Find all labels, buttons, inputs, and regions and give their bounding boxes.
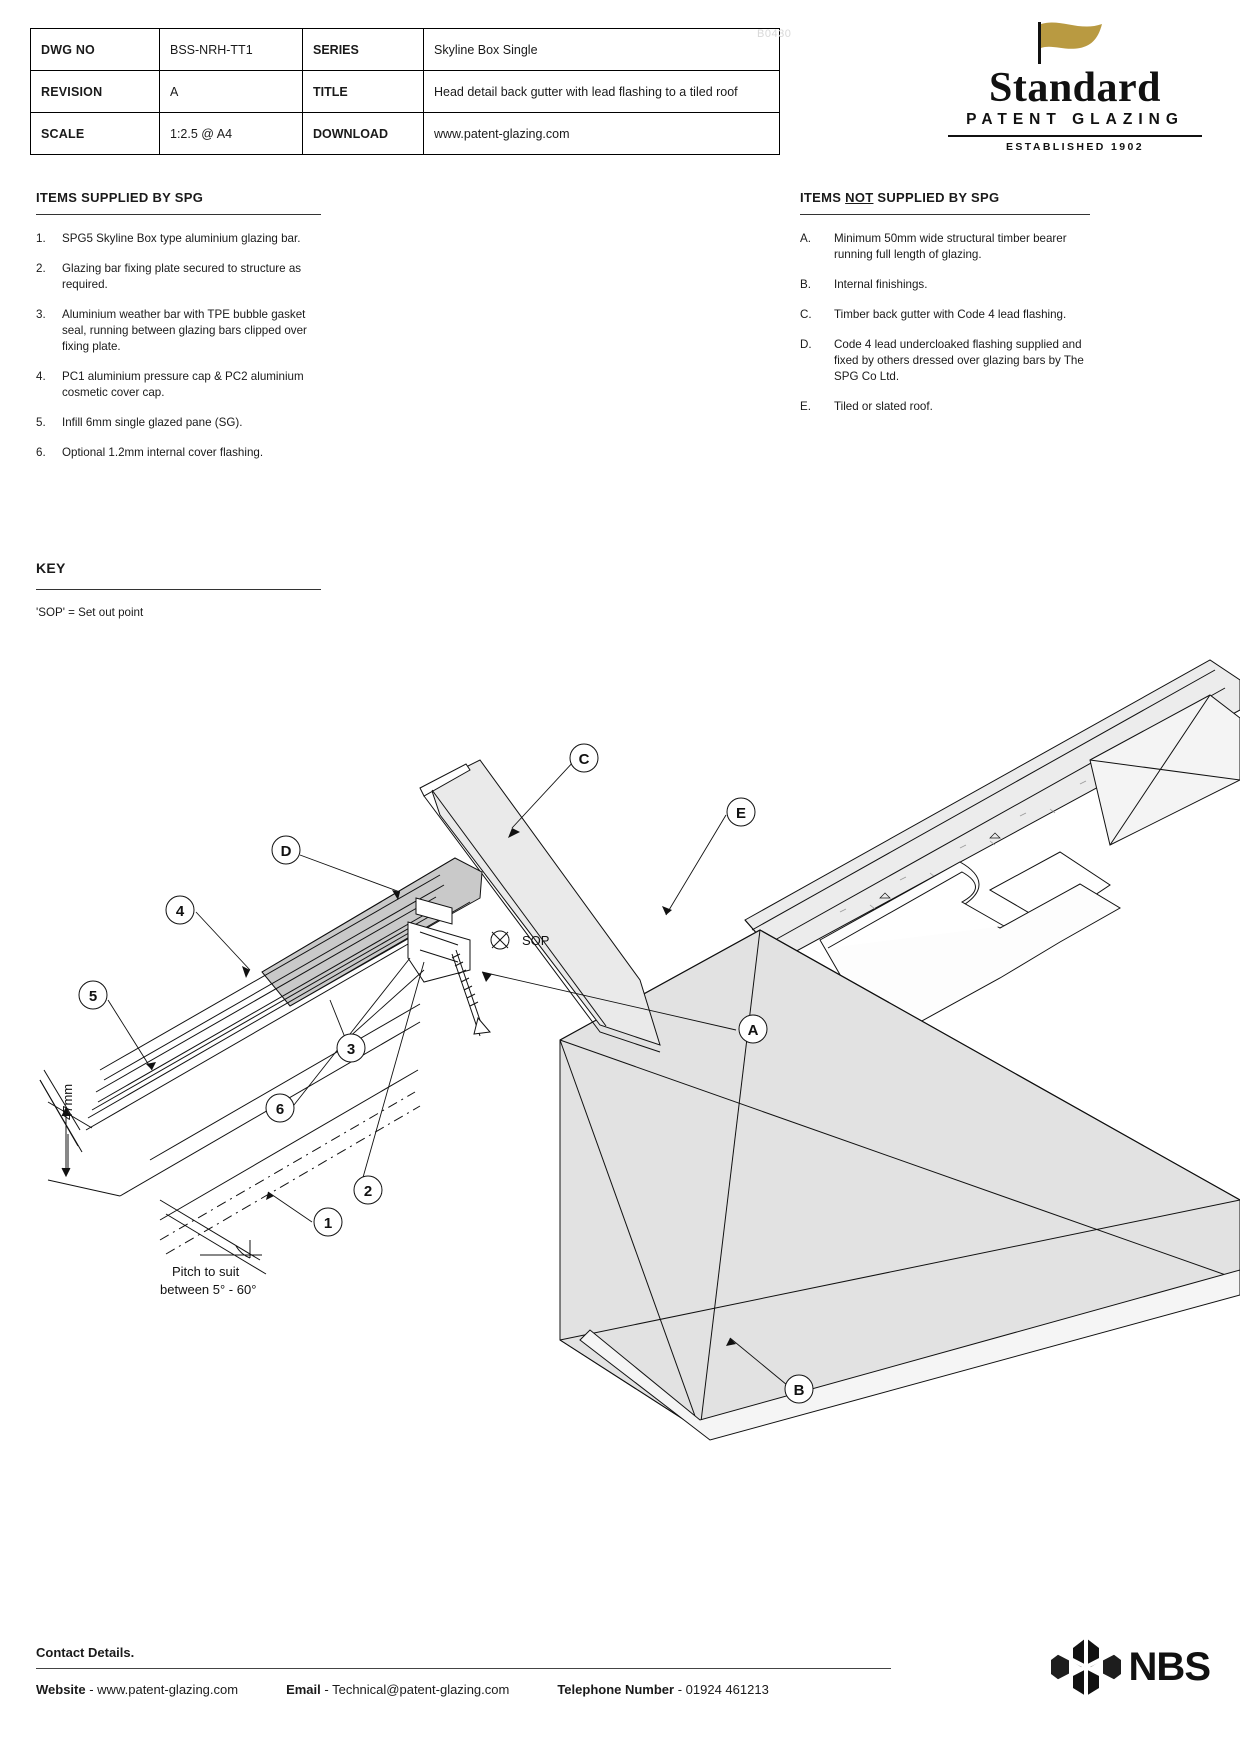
callout-5 [79, 981, 107, 1009]
phone-value: 01924 461213 [685, 1682, 769, 1697]
phone-sep: - [674, 1682, 686, 1697]
heading-post: SUPPLIED BY SPG [873, 190, 1000, 205]
item-number: 4. [36, 370, 46, 383]
item-number: 2. [36, 262, 46, 275]
item-number: 5. [36, 416, 46, 429]
items-supplied-block [36, 190, 321, 475]
list-item [800, 277, 1090, 293]
fixing-plate [408, 898, 470, 982]
list-item [800, 337, 1090, 385]
title-block [30, 28, 780, 155]
email-value[interactable]: Technical@patent-glazing.com [332, 1682, 510, 1697]
logo-divider [948, 135, 1202, 137]
item-text: Tiled or slated roof. [834, 400, 933, 413]
nbs-logo [1051, 1632, 1210, 1702]
email-label: Email [286, 1682, 321, 1697]
key-block [36, 560, 321, 619]
series-label: SERIES [303, 29, 424, 71]
list-item [800, 307, 1090, 323]
flag-icon [940, 18, 1210, 66]
svg-text:6: 6 [275, 1101, 285, 1118]
callout-E [727, 798, 755, 826]
phone-label: Telephone Number [557, 1682, 675, 1697]
svg-text:2: 2 [363, 1183, 373, 1200]
download-label: DOWNLOAD [303, 113, 424, 155]
logo-subtitle: PATENT GLAZING [966, 111, 1184, 128]
svg-text:D: D [280, 843, 292, 860]
list-item [36, 445, 321, 461]
title-value: Head detail back gutter with lead flashing to a tiled roof [424, 71, 780, 113]
item-text: Infill 6mm single glazed pane (SG). [62, 416, 243, 429]
footer-divider [36, 1668, 891, 1669]
footer-phone [557, 1682, 769, 1697]
key-heading: KEY [36, 560, 321, 590]
callout-A [739, 1015, 767, 1043]
item-text: SPG5 Skyline Box type aluminium glazing bar. [62, 232, 301, 245]
item-text: Timber back gutter with Code 4 lead flashing. [834, 308, 1067, 321]
download-value: www.patent-glazing.com [424, 113, 780, 155]
dimension-47mm [40, 1070, 130, 1196]
callout-D [272, 836, 300, 864]
item-letter: C. [800, 308, 812, 321]
website-label: Website [36, 1682, 86, 1697]
item-number: 3. [36, 308, 46, 321]
svg-text:5: 5 [88, 988, 98, 1005]
items-supplied-list [36, 231, 321, 461]
footer-email [286, 1682, 509, 1697]
item-number: 1. [36, 232, 46, 245]
email-sep: - [320, 1682, 333, 1697]
heading-pre: ITEMS [800, 190, 846, 205]
item-text: Optional 1.2mm internal cover flashing. [62, 446, 264, 459]
contact-details-title: Contact Details. [36, 1645, 135, 1660]
svg-text:A: A [747, 1022, 759, 1039]
item-text: Glazing bar fixing plate secured to structure as required. [62, 262, 302, 291]
item-text: Code 4 lead undercloaked flashing supplied and fixed by others dressed over glazing bars by The SPG Co Ltd. [834, 338, 1084, 383]
list-item [36, 231, 321, 247]
svg-text:1: 1 [323, 1215, 333, 1232]
scale-value: 1:2.5 @ A4 [160, 113, 303, 155]
title-block-row [31, 71, 780, 113]
technical-drawing [0, 640, 1240, 1460]
callout-1 [314, 1208, 342, 1236]
item-letter: D. [800, 338, 812, 351]
nbs-wordmark: NBS [1128, 1644, 1210, 1689]
website-value[interactable]: www.patent-glazing.com [97, 1682, 239, 1697]
item-text: Minimum 50mm wide structural timber bearer running full length of glazing. [834, 232, 1067, 261]
nbs-mark-icon [1051, 1632, 1121, 1702]
item-number: 6. [36, 446, 46, 459]
dwg-no-label: DWG NO [31, 29, 160, 71]
svg-text:B: B [793, 1382, 805, 1399]
footer-contact-line [36, 1682, 896, 1697]
callout-3 [337, 1034, 365, 1062]
revision-label: REVISION [31, 71, 160, 113]
logo-name: Standard [988, 65, 1162, 111]
glazing-bar-assembly [86, 858, 482, 1254]
pitch-label-line1: Pitch to suit [172, 1264, 240, 1279]
pitch-label-line2: between 5° - 60° [160, 1282, 257, 1297]
company-logo [940, 18, 1210, 153]
callout-C [570, 744, 598, 772]
callout-2 [354, 1176, 382, 1204]
drawing-svg [0, 640, 1240, 1460]
series-value: Skyline Box Single [424, 29, 780, 71]
logo-established: ESTABLISHED 1902 [1006, 141, 1144, 153]
drawing-code: B0430 [757, 28, 792, 40]
list-item [800, 399, 1090, 415]
list-item [36, 369, 321, 401]
list-item [800, 231, 1090, 263]
dimension-label: 47mm [60, 1083, 75, 1120]
list-item [36, 261, 321, 293]
title-label: TITLE [303, 71, 424, 113]
sop-label: SOP [522, 933, 550, 948]
svg-text:C: C [578, 751, 590, 768]
item-letter: B. [800, 278, 811, 291]
key-text: 'SOP' = Set out point [36, 606, 144, 619]
svg-text:4: 4 [175, 903, 185, 920]
dwg-no-value: BSS-NRH-TT1 [160, 29, 303, 71]
item-letter: A. [800, 232, 811, 245]
callout-6 [266, 1094, 294, 1122]
list-item [36, 415, 321, 431]
item-text: PC1 aluminium pressure cap & PC2 aluminium cosmetic cover cap. [62, 370, 304, 399]
sop-marker [491, 931, 509, 949]
callout-4 [166, 896, 194, 924]
scale-label: SCALE [31, 113, 160, 155]
heading-not: NOT [845, 190, 874, 205]
items-not-supplied-block [800, 190, 1090, 429]
item-letter: E. [800, 400, 811, 413]
footer-website [36, 1682, 238, 1697]
title-block-row [31, 29, 780, 71]
website-sep: - [85, 1682, 98, 1697]
title-block-row [31, 113, 780, 155]
items-not-supplied-list [800, 231, 1090, 415]
svg-text:E: E [735, 805, 747, 822]
svg-text:3: 3 [346, 1041, 356, 1058]
item-text: Aluminium weather bar with TPE bubble gasket seal, running between glazing bars clipped over fixing plate. [62, 308, 307, 353]
item-text: Internal finishings. [834, 278, 928, 291]
list-item [36, 307, 321, 355]
items-not-supplied-heading [800, 190, 1090, 215]
items-supplied-heading: ITEMS SUPPLIED BY SPG [36, 190, 321, 215]
revision-value: A [160, 71, 303, 113]
callout-B [785, 1375, 813, 1403]
